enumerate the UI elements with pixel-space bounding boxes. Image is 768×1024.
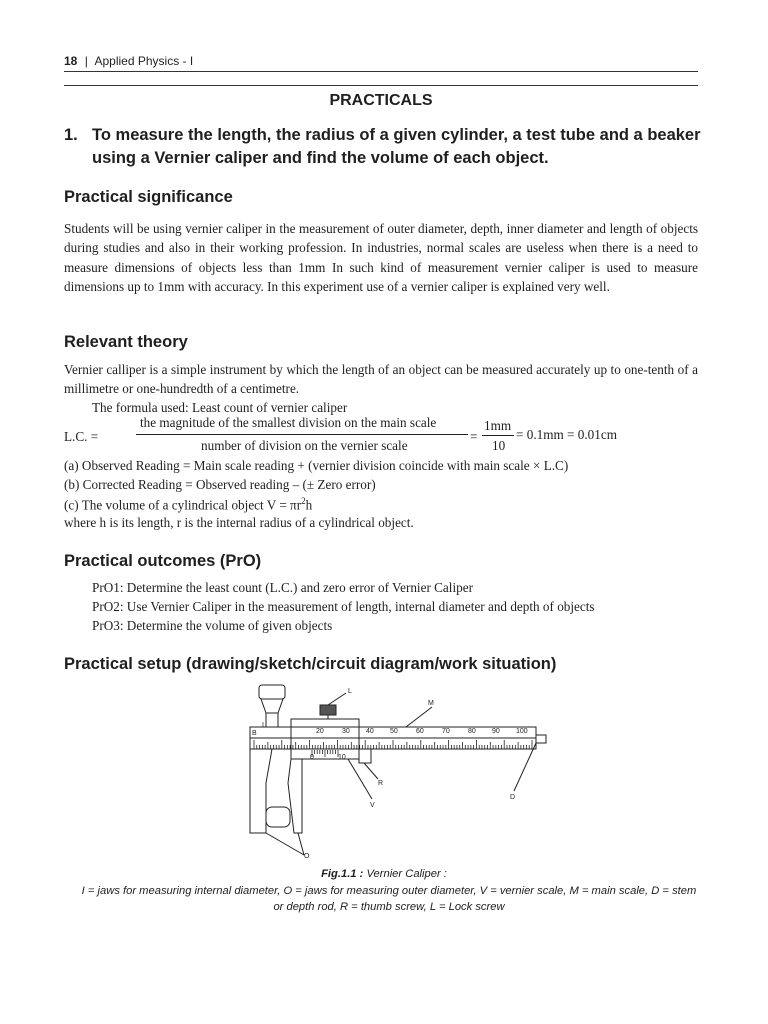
section-rule bbox=[64, 85, 698, 86]
main-scale-number: 60 bbox=[416, 728, 424, 735]
theory-item-b: (b) Corrected Reading = Observed reading – (± Zero error) bbox=[64, 477, 376, 492]
label-D: D bbox=[510, 794, 516, 801]
experiment-title bbox=[64, 124, 704, 170]
top-knob bbox=[259, 685, 285, 699]
main-scale-ticks bbox=[254, 740, 532, 749]
fraction2-numerator: 1mm bbox=[484, 418, 512, 433]
theory-item-c: (c) The volume of a cylindrical object $V = \pi r^2h$ bbox=[64, 496, 313, 513]
label-V: V bbox=[370, 802, 375, 809]
vernier-zero: 0 bbox=[310, 754, 314, 761]
fraction2-denominator: 10 bbox=[492, 438, 506, 453]
fixed-outer-jaw bbox=[250, 749, 272, 833]
header-rule bbox=[64, 71, 698, 72]
vernier-caliper-figure bbox=[236, 683, 566, 858]
equals-sign: = bbox=[470, 429, 478, 444]
figure-caption bbox=[0, 866, 768, 916]
experiment-title-text: To measure the length, the radius of a given cylinder, a test tube and a beaker using a Vernier caliper and find the volume of each object. bbox=[92, 126, 701, 167]
vernier-number: 20 bbox=[316, 728, 324, 735]
thumb-screw bbox=[359, 749, 371, 763]
label-L: L bbox=[348, 688, 352, 695]
outcome-item: PrO1: Determine the least count (L.C.) and zero error of Vernier Caliper bbox=[92, 580, 473, 595]
formula-label: The formula used: Least count of vernier caliper bbox=[92, 400, 348, 415]
caption-title: Vernier Caliper : bbox=[366, 868, 447, 880]
fraction2-bar bbox=[482, 435, 514, 436]
fraction1-denominator: number of division on the vernier scale bbox=[201, 438, 408, 453]
main-scale-number: 90 bbox=[492, 728, 500, 735]
significance-body: Students will be using vernier caliper in the measurement of outer diameter, depth, inner diameter and length of objects during studies and also in their working profession. In industries, normal scales are useless when there is a need to measure dimensions of objects less than 1mm In such kind of measurement vernier caliper is used to measure dimensions up to 1mm with accuracy. In this experiment use of a vernier caliper is explained very well. bbox=[64, 221, 698, 294]
running-head-separator: | bbox=[84, 54, 88, 68]
label-I: I bbox=[262, 722, 264, 729]
leader-V bbox=[348, 759, 372, 799]
label-M: M bbox=[428, 700, 434, 707]
depth-rod-end bbox=[536, 735, 546, 743]
leader-O1 bbox=[266, 833, 304, 855]
leader-M bbox=[406, 707, 432, 727]
leader-R bbox=[364, 763, 378, 779]
running-head bbox=[64, 54, 193, 68]
section-heading: PRACTICALS bbox=[329, 92, 433, 109]
leader-D bbox=[514, 743, 536, 791]
setup-heading: Practical setup (drawing/sketch/circuit diagram/work situation) bbox=[64, 655, 557, 673]
book-title: Applied Physics - I bbox=[94, 54, 194, 68]
label-R: R bbox=[378, 780, 384, 787]
label-O: O bbox=[304, 853, 310, 858]
main-scale-number: 100 bbox=[516, 728, 528, 735]
main-scale-number: 40 bbox=[366, 728, 374, 735]
where-line: where h is its length, r is the internal radius of a cylindrical object. bbox=[64, 515, 414, 530]
lc-label: L.C. = bbox=[64, 429, 99, 444]
experiment-number: 1. bbox=[64, 126, 78, 144]
page-number: 18 bbox=[64, 54, 78, 68]
theory-item-a: (a) Observed Reading = Main scale reading + (vernier division coincide with main scale × L.C) bbox=[64, 458, 569, 473]
main-scale-number: 80 bbox=[468, 728, 476, 735]
theory-intro: Vernier calliper is a simple instrument by which the length of an object can be measured accurately up to one-tenth of a millimetre or one-hundredth of a centimetre. bbox=[64, 362, 698, 397]
vernier-scale-ticks bbox=[312, 750, 338, 757]
caption-text: I = jaws for measuring internal diameter, O = jaws for measuring outer diameter, V = vernier scale, M = main scale, D = stem or depth rod, R = thumb screw, L = Lock screw bbox=[81, 884, 697, 913]
outcome-item: PrO2: Use Vernier Caliper in the measurement of length, internal diameter and depth of objects bbox=[92, 599, 595, 614]
outcome-item: PrO3: Determine the volume of given objects bbox=[92, 618, 333, 633]
caption-label: Fig.1.1 : bbox=[321, 868, 364, 880]
measured-object bbox=[266, 807, 290, 827]
lc-result: = 0.1mm = 0.01cm bbox=[516, 427, 617, 442]
vernier-ten: 10 bbox=[338, 754, 346, 761]
fraction1-bar bbox=[136, 434, 468, 435]
vernier-number: 30 bbox=[342, 728, 350, 735]
main-scale-number: 70 bbox=[442, 728, 450, 735]
internal-jaw bbox=[266, 713, 278, 727]
knob-neck bbox=[261, 699, 283, 713]
fraction1-numerator: the magnitude of the smallest division on the main scale bbox=[140, 415, 437, 430]
jaw-b-label: B bbox=[252, 730, 257, 737]
significance-heading: Practical significance bbox=[64, 188, 233, 206]
main-scale-number: 50 bbox=[390, 728, 398, 735]
theory-heading: Relevant theory bbox=[64, 333, 188, 351]
lock-screw bbox=[320, 705, 336, 715]
outcomes-heading: Practical outcomes (PrO) bbox=[64, 552, 262, 570]
leader-L bbox=[328, 693, 346, 705]
